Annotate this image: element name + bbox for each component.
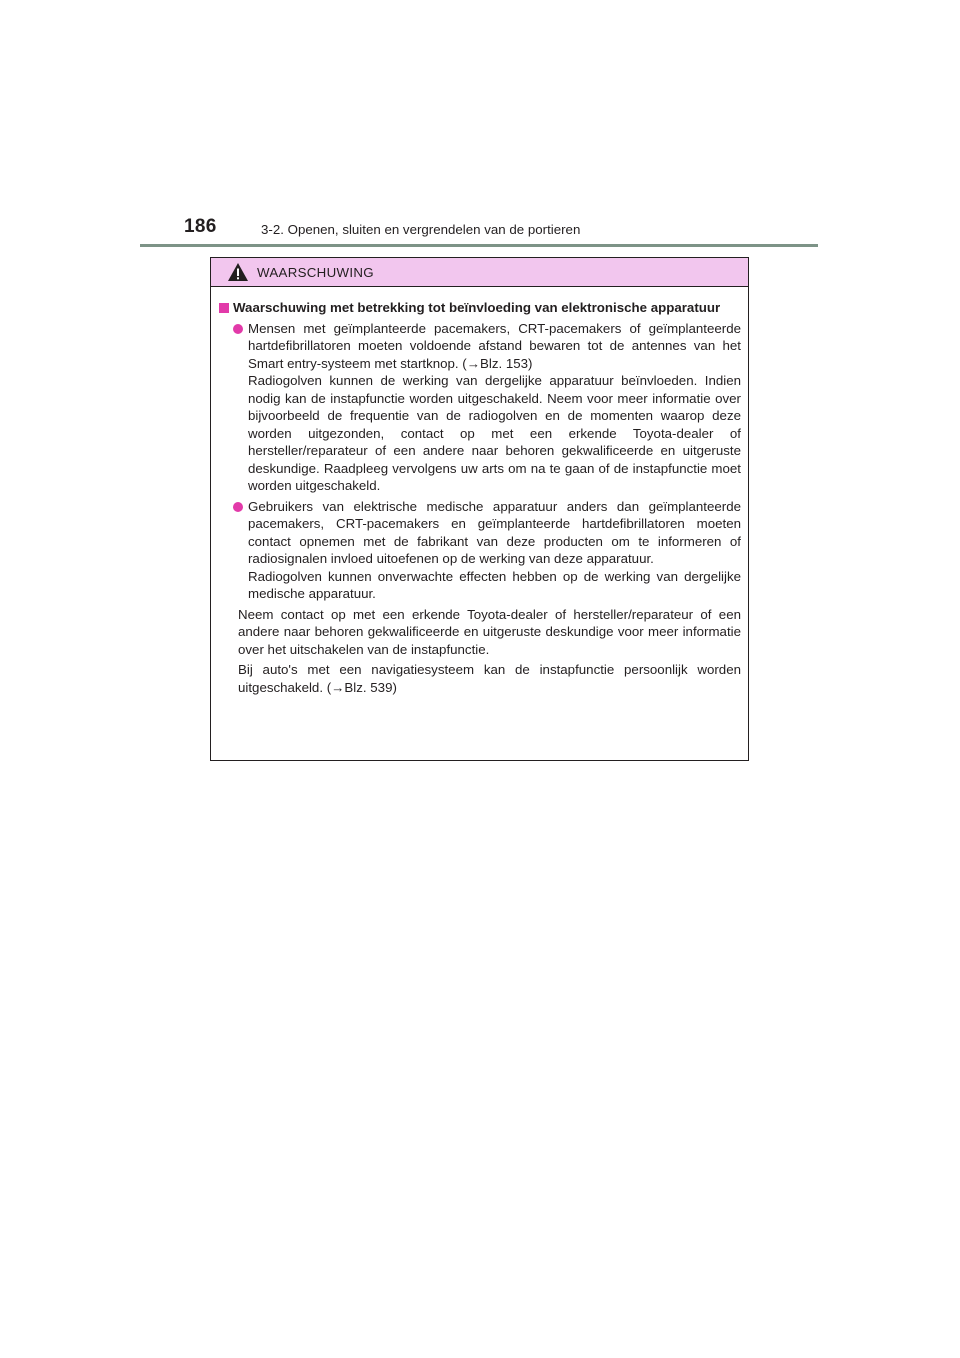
bullet-paragraph: Radiogolven kunnen de werking van dergelijke apparatuur beïnvloeden. Indien nodig kan de instapfunctie worden uitgeschakeld. Neem voor meer informatie over bijvoorbeeld de frequentie van de radiogolven en de momenten waarop deze worden uitgezonden, contact op met een erkende Toyota-dealer of hersteller/reparateur of een andere naar behoren gekwalificeerde en uitgeruste deskundige. Raadpleeg vervolgens uw arts om na te gaan of de instapfunctie moet worden uitgeschakeld. (248, 373, 741, 493)
bullet-text (248, 320, 741, 495)
bullet-paragraph: Radiogolven kunnen onverwachte effecten hebben op de werking van dergelijke medische apparatuur. (248, 568, 741, 601)
bullet-paragraph: Gebruikers van elektrische medische apparatuur anders dan geïmplanteerde pacemakers, CRT-pacemakers en geïmplanteerde hartdefibrillatoren moeten contact opnemen met de fabrikant van deze producten om te informeren of radiosignalen invloed uitoefenen op de werking van deze apparatuur. (248, 498, 741, 566)
page-number: 186 (184, 216, 217, 237)
circle-bullet-icon (233, 502, 243, 512)
body-paragraph: Bij auto's met een navigatiesysteem kan de instapfunctie persoonlijk worden uitgeschakeld. (→Blz. 539) (238, 662, 741, 695)
warning-label: WAARSCHUWING (257, 264, 374, 280)
bullet-paragraph: Mensen met geïmplanteerde pacemakers, CRT-pacemakers of geïmplanteerde hartdefibrillatoren moeten voldoende afstand bewaren tot de antennes van het Smart entry-systeem met startknop. (→Blz. 153) (248, 320, 741, 371)
warning-heading-text: Waarschuwing met betrekking tot beïnvloeding van elektronische apparatuur (233, 300, 721, 315)
warning-body (211, 287, 748, 696)
warning-triangle-icon (227, 262, 249, 282)
body-paragraph: Neem contact op met een erkende Toyota-dealer of hersteller/reparateur of een andere naar behoren gekwalificeerde en uitgeruste deskundige voor meer informatie over het uitschakelen van de instapfunctie. (238, 606, 741, 657)
header-rule (140, 244, 818, 247)
warning-heading (219, 299, 741, 317)
square-bullet-icon (219, 303, 229, 313)
warning-header (211, 258, 748, 287)
bullet-item (219, 320, 741, 495)
section-title: 3-2. Openen, sluiten en vergrendelen van de portieren (261, 222, 581, 237)
warning-box (210, 257, 749, 761)
bullet-text (248, 498, 741, 603)
circle-bullet-icon (233, 324, 243, 334)
bullet-item (219, 498, 741, 603)
